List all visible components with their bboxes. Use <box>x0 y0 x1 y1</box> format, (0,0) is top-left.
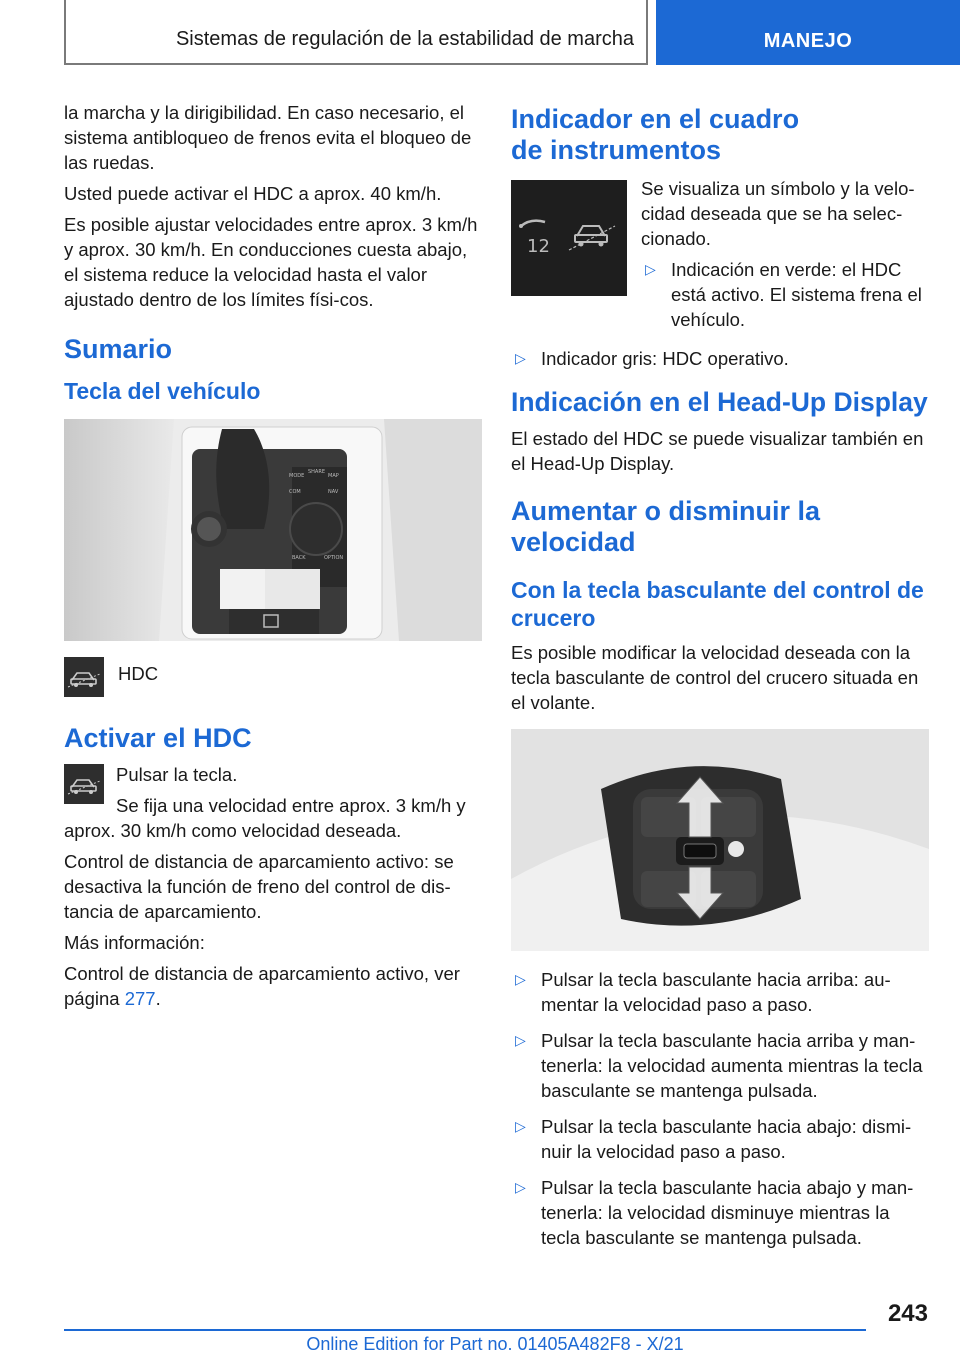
paragraph: Usted puede activar el HDC a aprox. 40 km/h. <box>64 183 442 204</box>
list-item <box>511 1028 929 1103</box>
paragraph: Es posible modificar la velocidad deseada con la tecla basculante de control del crucero situada en el volante. <box>511 642 919 713</box>
console-label-option: OPTION <box>324 555 344 561</box>
footer-divider <box>64 1329 866 1331</box>
paragraph <box>64 961 482 1011</box>
triangle-bullet-icon: ▷ <box>515 1032 526 1048</box>
indicador-text-block <box>641 180 929 342</box>
list-item-text: Indicador gris: HDC operativo. <box>541 348 789 369</box>
list-item <box>511 967 929 1017</box>
list-item-text: Pulsar la tecla basculante hacia arriba: au-mentar la velocidad paso a paso. <box>541 969 891 1015</box>
activar-block <box>64 762 482 843</box>
heading-tecla-vehiculo: Tecla del vehículo <box>64 378 261 404</box>
velocidad-text: Se fija una velocidad entre aprox. 3 km/h y aprox. 30 km/h como velocidad deseada. <box>64 795 466 841</box>
edition-footer: Online Edition for Part no. 01405A482F8 - X/21 <box>306 1334 684 1354</box>
pulsar-tecla: Pulsar la tecla. <box>116 764 238 785</box>
triangle-bullet-icon: ▷ <box>515 1118 526 1134</box>
page-number: 243 <box>887 1300 928 1327</box>
list-item <box>511 1175 929 1250</box>
section-title-box <box>64 0 648 65</box>
heading-aumentar: Aumentar o disminuir la velocidad <box>511 496 821 557</box>
console-photo <box>64 419 482 641</box>
paragraph: Es posible ajustar velocidades entre aprox. 3 km/h y aprox. 30 km/h. En conducciones cuesta abajo, el sistema reduce la velocidad hasta el valor ajustado dentro de los límites físi-cos. <box>64 214 478 310</box>
triangle-bullet-icon: ▷ <box>645 261 656 277</box>
console-label-share: SHARE <box>308 469 325 475</box>
cluster-speed-value: 12 <box>527 236 550 257</box>
list-item-text: Pulsar la tecla basculante hacia arriba y man-tenerla: la velocidad aumenta mientras la tecla basculante se mantenga pulsada. <box>541 1030 923 1101</box>
chapter-tab[interactable] <box>656 0 960 65</box>
section-title: Sistemas de regulación de la estabilidad de marcha <box>175 28 634 50</box>
paragraph: Control de distancia de aparcamiento activo: se desactiva la función de freno del control de dis-tancia de aparcamiento. <box>64 851 454 922</box>
paragraph: la marcha y la dirigibilidad. En caso necesario, el sistema antibloqueo de frenos evita el bloqueo de las ruedas. <box>64 102 472 173</box>
list-item-text: Indicación en verde: el HDC está activo. El sistema frena el vehículo. <box>671 259 922 330</box>
console-label-mode: MODE <box>289 473 305 479</box>
console-label-nav: NAV <box>328 489 339 495</box>
list-item-text: Pulsar la tecla basculante hacia abajo: dismi-nuir la velocidad paso a paso. <box>541 1116 912 1162</box>
list-item <box>511 346 929 371</box>
hdc-icon <box>64 657 104 697</box>
list-item <box>511 1114 929 1164</box>
heading-tecla-basculante: Con la tecla basculante del control de crucero <box>511 577 924 631</box>
hdc-label: HDC <box>118 663 159 684</box>
page-link-277[interactable]: 277 <box>124 988 156 1009</box>
left-column <box>64 100 482 1017</box>
console-label-com: COM <box>289 489 301 495</box>
paragraph: El estado del HDC se puede visualizar también en el Head-Up Display. <box>511 428 924 474</box>
page-header <box>64 0 960 65</box>
heading-hud: Indicación en el Head-Up Display <box>511 387 928 417</box>
rocker-instructions-list <box>511 967 929 1250</box>
cross-ref-text: Control de distancia de aparcamiento activo, ver página <box>64 963 460 1009</box>
right-column <box>511 100 929 1260</box>
steering-wheel-photo <box>511 729 929 951</box>
list-item-text: Pulsar la tecla basculante hacia abajo y man-tenerla: la velocidad disminuye mientras la tecla basculante se mantenga pulsada. <box>541 1177 914 1248</box>
heading-activar-hdc: Activar el HDC <box>64 723 252 753</box>
paragraph <box>64 793 482 843</box>
triangle-bullet-icon: ▷ <box>515 350 526 366</box>
center-console-illustration <box>64 419 482 641</box>
indicador-list-2 <box>511 346 929 371</box>
cluster-image <box>511 180 627 296</box>
paragraph: Más información: <box>64 932 205 953</box>
heading-indicador: Indicador en el cuadro de instrumentos <box>511 104 800 165</box>
rocker-switch-illustration <box>511 729 929 951</box>
console-label-map: MAP <box>328 473 339 479</box>
paragraph: Se visualiza un símbolo y la velo-cidad deseada que se ha selec-cionado. <box>641 178 915 249</box>
indicador-list <box>641 257 929 332</box>
indicador-block <box>511 180 929 342</box>
list-item <box>641 257 929 332</box>
chapter-tab-label: MANEJO <box>763 30 853 52</box>
triangle-bullet-icon: ▷ <box>515 971 526 987</box>
console-label-back: BACK <box>292 555 306 561</box>
cluster-symbol-illustration <box>511 180 627 296</box>
hdc-key-row <box>64 657 482 697</box>
triangle-bullet-icon: ▷ <box>515 1179 526 1195</box>
period: . <box>155 988 161 1009</box>
heading-sumario: Sumario <box>64 334 173 364</box>
hdc-icon <box>64 764 104 804</box>
